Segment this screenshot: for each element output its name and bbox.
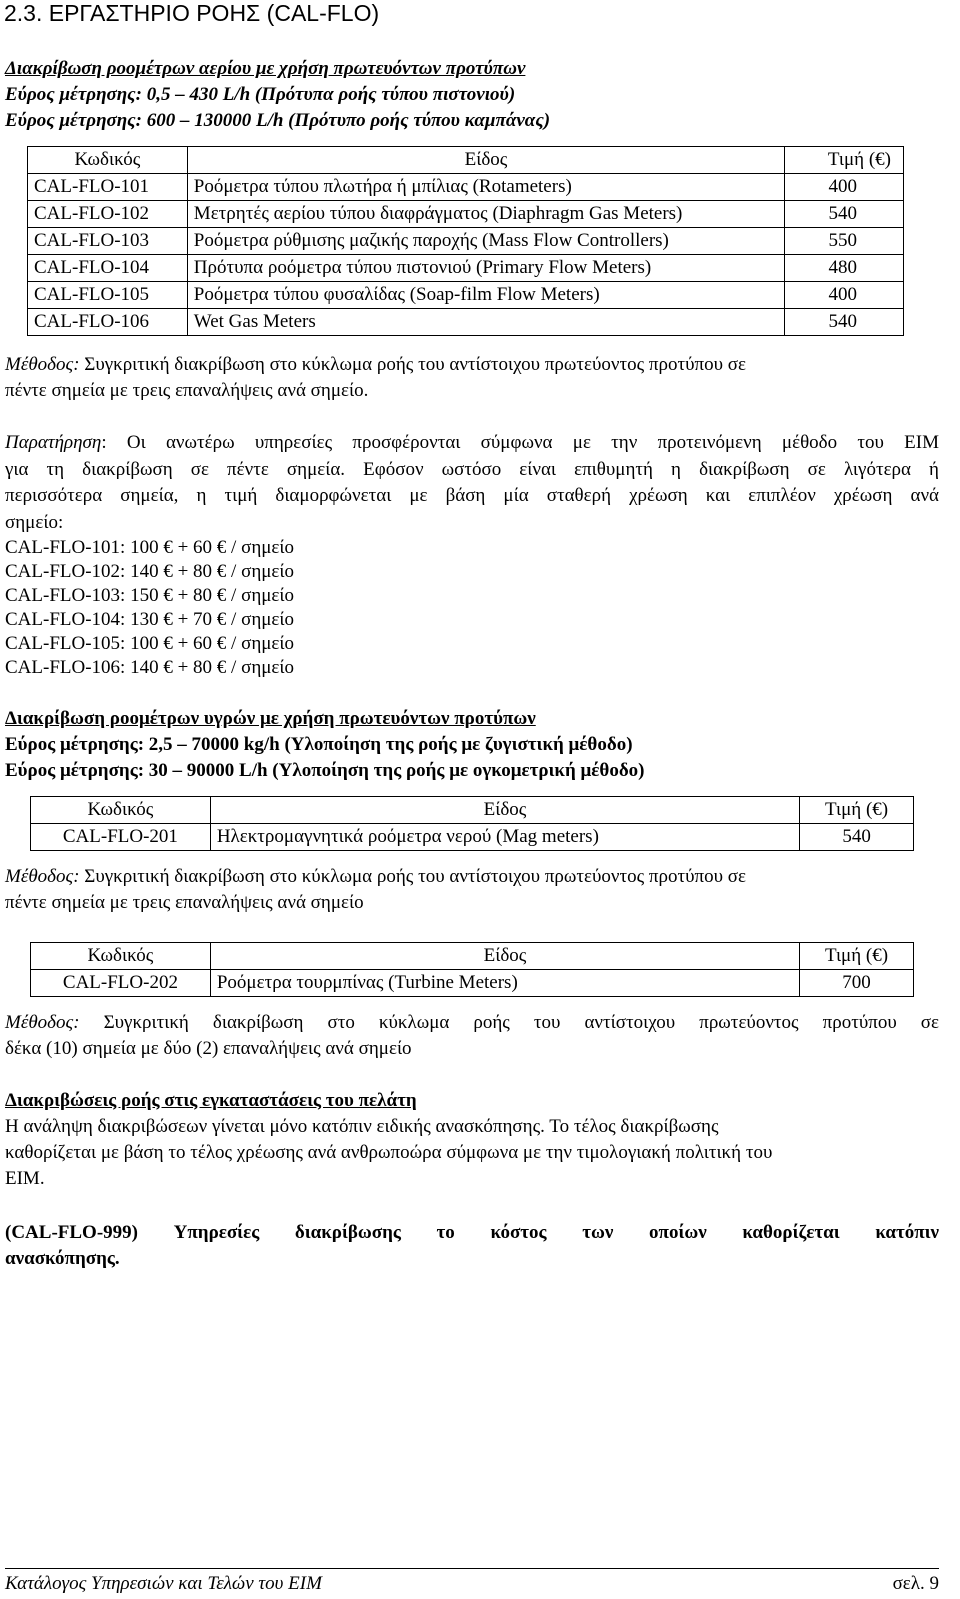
liquid-method-1 [5,864,939,916]
row-type: Wet Gas Meters [187,309,784,336]
table-header-row [31,797,914,824]
table-row [31,970,914,997]
gas-heading: Διακρίβωση ροομέτρων αερίου με χρήση πρωτευόντων προτύπων [5,58,526,79]
row-type: Πρότυπα ροόμετρα τύπου πιστονιού (Primary Flow Meters) [187,255,784,282]
row-code: CAL-FLO-202 [31,970,211,997]
onsite-text-1: Η ανάληψη διακριβώσεων γίνεται μόνο κατόπιν ειδικής ανασκόπησης. Το τέλος διακρίβωσης [5,1116,719,1137]
per-point-rates [5,536,939,680]
method-text-cont: δέκα (10) σημεία με δύο (2) επαναλήψεις ανά σημείο [5,1038,412,1059]
liquid-range-2: Εύρος μέτρησης: 30 – 90000 L/h (Υλοποίηση της ροής με ογκομετρική μέθοδο) [5,760,645,781]
row-type: Ηλεκτρομαγνητικά ροόμετρα νερού (Mag meters) [210,824,799,851]
liquid-section-header [5,706,939,784]
row-type: Ροόμετρα τουρμπίνας (Turbine Meters) [210,970,799,997]
method-label: Μέθοδος: [5,1012,80,1033]
table-row [28,282,904,309]
liquid-mag-table [30,796,914,851]
header-price: Τιμή (€) [800,797,914,824]
header-price: Τιμή (€) [785,147,904,174]
gas-method [5,352,939,404]
gas-range-2: Εύρος μέτρησης: 600 – 130000 L/h (Πρότυπο ροής τύπου καμπάνας) [5,110,551,131]
table-header-row [31,943,914,970]
note-label: Παρατήρηση [5,432,102,453]
method-label: Μέθοδος: [5,354,80,375]
row-code: CAL-FLO-104 [28,255,188,282]
gas-range-1: Εύρος μέτρησης: 0,5 – 430 L/h (Πρότυπα ροής τύπου πιστονιού) [5,84,516,105]
header-type: Είδος [187,147,784,174]
note-text-4: σημείο: [5,511,64,533]
row-type: Μετρητές αερίου τύπου διαφράγματος (Diaphragm Gas Meters) [187,201,784,228]
table-row [28,309,904,336]
gas-section-header [5,56,939,134]
note-text: : Οι ανωτέρω υπηρεσίες προσφέρονται σύμφωνα με την προτεινόμενη μέθοδο του ΕΙΜ [101,432,939,453]
header-code: Κωδικός [28,147,188,174]
special-text-2: ανασκόπησης. [5,1248,120,1269]
row-price: 480 [785,255,904,282]
page-footer [5,1571,939,1597]
onsite-text-2: καθορίζεται με βάση το τέλος χρέωσης ανά ανθρωποώρα σύμφωνα με την τιμολογιακή πολιτική του [5,1142,773,1163]
table-row [31,824,914,851]
method-text-cont: πέντε σημεία με τρεις επαναλήψεις ανά σημείο [5,892,364,913]
row-type: Ροόμετρα ρύθμισης μαζικής παροχής (Mass Flow Controllers) [187,228,784,255]
special-text-1: (CAL-FLO-999) Υπηρεσίες διακρίβωσης το κόστος των οποίων καθορίζεται κατόπιν [5,1222,939,1243]
method-label: Μέθοδος: [5,866,80,887]
table-header-row [28,147,904,174]
table-row [28,255,904,282]
onsite-heading: Διακριβώσεις ροής στις εγκαταστάσεις του πελάτη [5,1090,417,1111]
rate-line: CAL-FLO-101: 100 € + 60 € / σημείο [5,537,295,558]
liquid-range-1: Εύρος μέτρησης: 2,5 – 70000 kg/h (Υλοποίηση της ροής με ζυγιστική μέθοδο) [5,734,633,755]
method-text-cont: πέντε σημεία με τρεις επαναλήψεις ανά σημείο. [5,380,369,401]
rate-line: CAL-FLO-102: 140 € + 80 € / σημείο [5,561,295,582]
row-code: CAL-FLO-201 [31,824,211,851]
row-price: 400 [785,282,904,309]
method-text: Συγκριτική διακρίβωση στο κύκλωμα ροής του αντίστοιχου πρωτεύοντος προτύπου σε [84,354,747,375]
row-code: CAL-FLO-102 [28,201,188,228]
method-text: Συγκριτική διακρίβωση στο κύκλωμα ροής του αντίστοιχου πρωτεύοντος προτύπου σε [103,1012,940,1033]
header-price: Τιμή (€) [800,943,914,970]
method-text: Συγκριτική διακρίβωση στο κύκλωμα ροής του αντίστοιχου πρωτεύοντος προτύπου σε [84,866,747,887]
onsite-section [5,1088,939,1192]
rate-line: CAL-FLO-106: 140 € + 80 € / σημείο [5,657,295,678]
liquid-turbine-table [30,942,914,997]
row-price: 540 [800,824,914,851]
header-code: Κωδικός [31,943,211,970]
onsite-text-3: ΕΙΜ. [5,1168,45,1189]
row-code: CAL-FLO-103 [28,228,188,255]
row-code: CAL-FLO-101 [28,174,188,201]
liquid-heading: Διακρίβωση ροομέτρων υγρών με χρήση πρωτευόντων προτύπων [5,708,536,729]
table-row [28,174,904,201]
header-type: Είδος [210,797,799,824]
note-text-2: για τη διακρίβωση σε πέντε σημεία. Εφόσον ωστόσο είναι επιθυμητή η διακρίβωση σε λιγότερα ή [5,458,939,480]
row-price: 540 [785,201,904,228]
special-services [5,1220,939,1272]
rate-line: CAL-FLO-105: 100 € + 60 € / σημείο [5,633,295,654]
row-price: 550 [785,228,904,255]
row-price: 540 [785,309,904,336]
header-code: Κωδικός [31,797,211,824]
gas-note [5,430,939,536]
row-type: Ροόμετρα τύπου φυσαλίδας (Soap-film Flow Meters) [187,282,784,309]
row-code: CAL-FLO-106 [28,309,188,336]
row-type: Ροόμετρα τύπου πλωτήρα ή μπίλιας (Rotameters) [187,174,784,201]
row-price: 700 [800,970,914,997]
rate-line: CAL-FLO-104: 130 € + 70 € / σημείο [5,609,295,630]
section-title: 2.3. ΕΡΓΑΣΤΗΡΙΟ ΡΟΗΣ (CAL-FLO) [4,0,380,26]
footer-divider [5,1568,939,1569]
footer-title: Κατάλογος Υπηρεσιών και Τελών του ΕΙΜ [5,1573,322,1594]
liquid-method-2 [5,1010,939,1062]
table-row [28,228,904,255]
note-text-3: περισσότερα σημεία, η τιμή διαμορφώνεται με βάση μία σταθερή χρέωση και επιπλέον χρέωση ανά [5,485,939,506]
rate-line: CAL-FLO-103: 150 € + 80 € / σημείο [5,585,295,606]
row-price: 400 [785,174,904,201]
header-type: Είδος [210,943,799,970]
table-row [28,201,904,228]
page-number: σελ. 9 [892,1573,939,1594]
gas-services-table [27,146,904,336]
row-code: CAL-FLO-105 [28,282,188,309]
